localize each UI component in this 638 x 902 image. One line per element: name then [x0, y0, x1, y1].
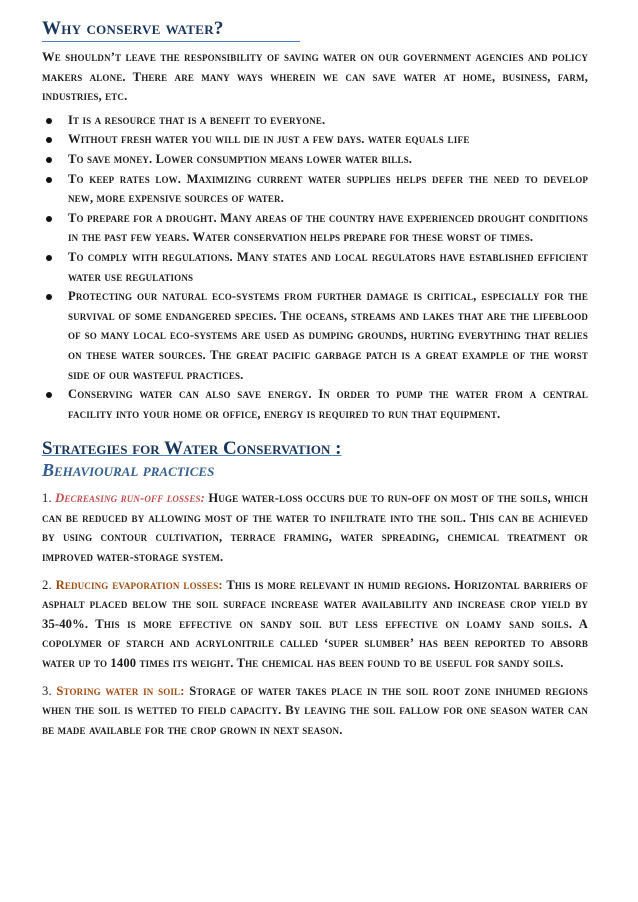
bullet-icon — [46, 157, 52, 163]
highlight-text: water equals life — [367, 132, 470, 147]
section-number: 2. — [42, 577, 52, 592]
section-number: 1. — [42, 491, 52, 506]
behavioural-heading: Behavioural practices — [42, 460, 215, 481]
bullet-icon — [46, 294, 52, 300]
section-number: 3. — [42, 683, 52, 698]
list-item: To keep rates low. Maximizing current water supplies helps defer the need to develop new, more expensive sources of water. — [42, 170, 588, 209]
list-item: Protecting our natural eco-systems from further damage is critical, especially for the survival of some endangered species. The oceans, streams and lakes that are the lifeblood of so many local eco-systems are used as dumping grounds, hurting everything that relies on these water sources. The great pacific garbage patch is a great example of the worst side of our wasteful practices. — [42, 287, 588, 385]
section-decreasing-runoff — [42, 489, 588, 567]
section-reducing-evaporation — [42, 576, 588, 674]
section-body: Huge water-loss occurs due to run-off on most of the soils, which can be reduced by allowing most of the water to infiltrate into the soil. This can be achieved by using contour cultivation, terrace framing, water spreading, chemical treatment or improved water-storage system. — [42, 491, 588, 565]
section-storing-water — [42, 682, 588, 741]
reasons-list — [42, 111, 588, 425]
section-body: This is more relevant in humid regions. Horizontal barriers of asphalt placed below the soil surface increase water availability and increase crop yield by 35-40%. This is more effective on sandy soil but less effective on loamy sand soils. A copolymer of starch and acrylonitrile called ‘super slumber’ has been reported to absorb water up to 1400 times its weight. The chemical has been found to be useful for sandy soils. — [42, 577, 588, 671]
bullet-icon — [46, 392, 52, 398]
section-body: Storage of water takes place in the soil root zone inhumed regions when the soil is wetted to field capacity. By leaving the soil fallow for one season water can be made available for the crop grown in next season. — [42, 683, 588, 737]
list-item: To prepare for a drought. Many areas of the country have experienced drought conditions in the past few years. Water conservation helps prepare for these worst of times. — [42, 209, 588, 248]
list-item: To comply with regulations. Many states and local regulators have established efficient water use regulations — [42, 248, 588, 287]
intro-paragraph: We shouldn’t leave the responsibility of saving water on our government agencies and policy makers alone. There are many ways wherein we can save water at home, business, farm, industries, etc. — [42, 50, 588, 104]
list-item: It is a resource that is a benefit to everyone. — [42, 111, 588, 131]
list-item: Without fresh water you will die in just a few days. water equals life — [42, 130, 588, 150]
bullet-icon — [46, 177, 52, 183]
list-item: Conserving water can also save energy. In order to pump the water from a central facility into your home or office, energy is required to run that equipment. — [42, 385, 588, 424]
bullet-icon — [46, 216, 52, 222]
strategies-heading: Strategies for Water Conservation : — [42, 438, 342, 460]
section-title: Reducing evaporation losses: — [55, 577, 223, 592]
highlight-text: save energy. — [237, 387, 312, 402]
document-page — [42, 18, 588, 740]
bullet-icon — [46, 118, 52, 124]
bullet-icon — [46, 255, 52, 261]
page-title: Why conserve water? — [42, 18, 300, 42]
list-item: To save money. Lower consumption means lower water bills. — [42, 150, 588, 170]
section-title: Storing water in soil: — [56, 683, 185, 698]
bullet-icon — [46, 137, 52, 143]
section-title: Decreasing run-off losses: — [55, 491, 205, 506]
